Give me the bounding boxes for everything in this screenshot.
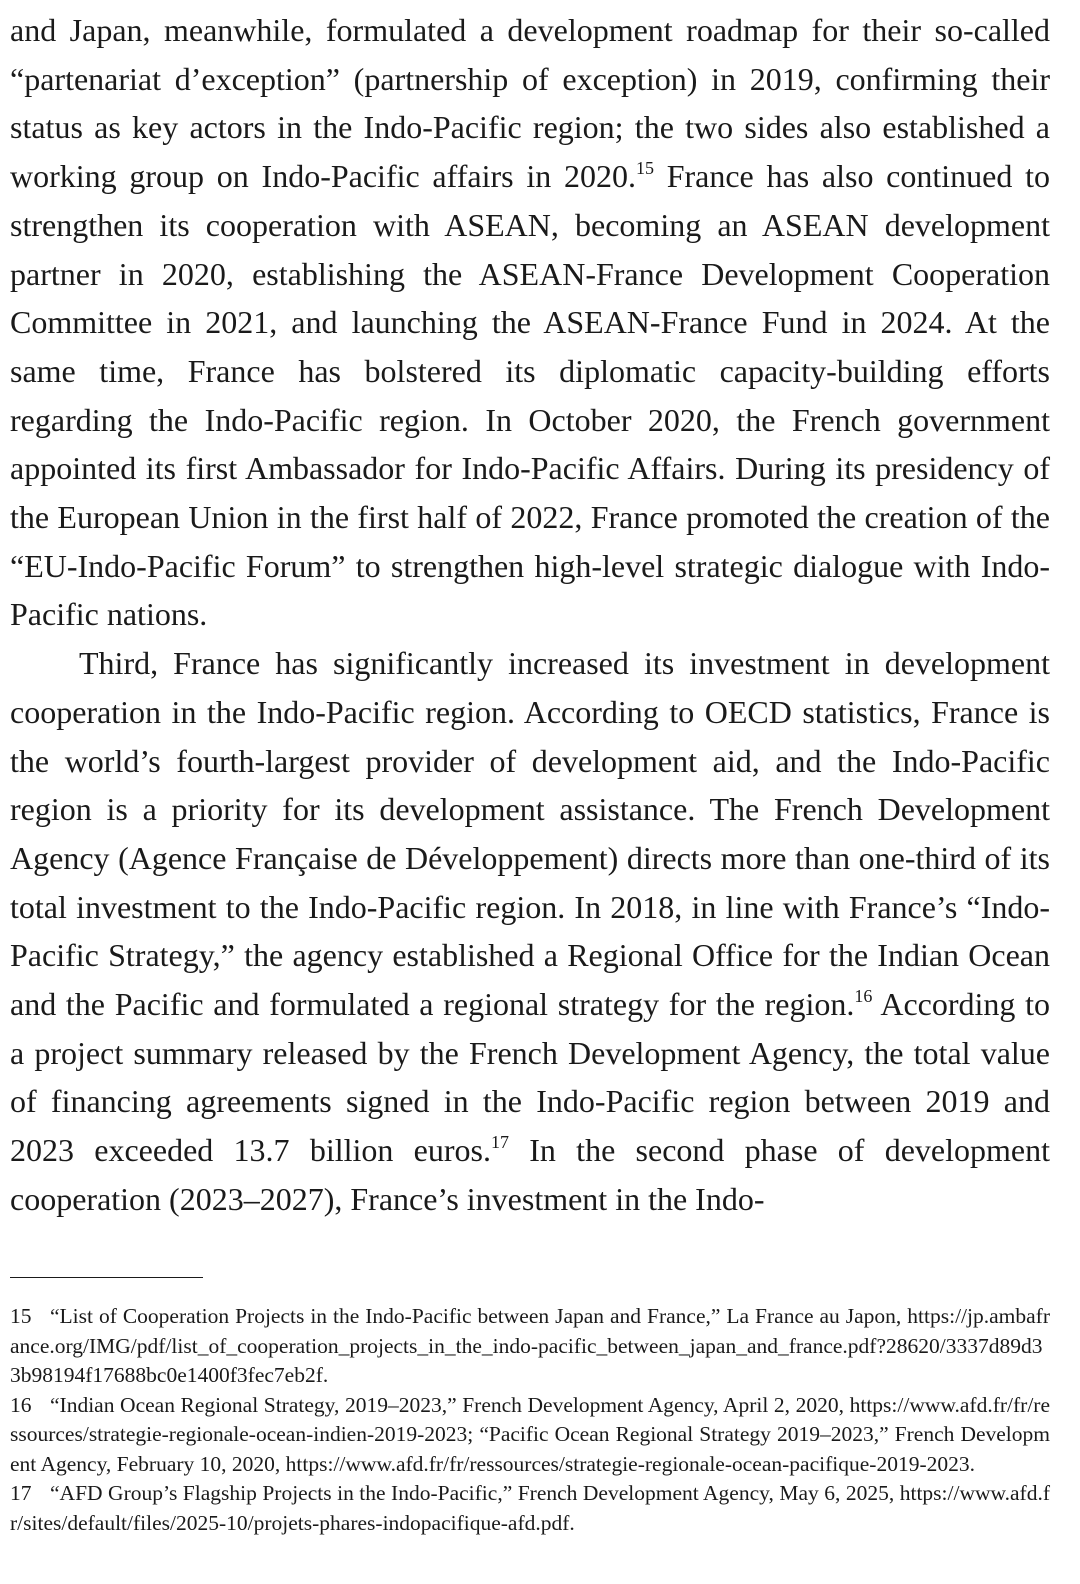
footnote-divider [10, 1277, 203, 1278]
footnote-number: 17 [10, 1481, 32, 1505]
footnote-17 [10, 1479, 1050, 1538]
paragraph-text: Third, France has significantly increased its investment in development cooperation in the Indo-Pacific region. According to OECD statistics, France is the world’s fourth-largest provider of development aid, and the Indo-Pacific region is a priority for its development assistance. The French Development Agency (Agence Française de Développement) directs more than one-third of its total investment to the Indo-Pacific region. In 2018, in line with France’s “Indo-Pacific Strategy,” the agency established a Regional Office for the Indian Ocean and the Pacific and formulated a regional strategy for the region. [10, 645, 1050, 1023]
footnote-number: 15 [10, 1304, 32, 1328]
footnote-text[interactable]: “Indian Ocean Regional Strategy, 2019–2023,” French Development Agency, April 2, 2020, https://www.afd.fr/fr/ressources/strategie-regionale-ocean-indien-2019-2023; “Pacific Ocean Regional Strategy 2019–2023,” French Development Agency, February 10, 2020, https://www.afd.fr/fr/ressources/strategie-regionale-ocean-pacifique-2019-2023. [10, 1392, 1050, 1476]
body-paragraph-third-point [10, 639, 1050, 1223]
paragraph-text: In the second phase of development cooperation (2023–2027), France’s investment in the Indo- [10, 1132, 1051, 1217]
document-page [10, 6, 1050, 1224]
paragraph-text: and Japan, meanwhile, formulated a development roadmap for their so-called “partenariat d’exception” (partnership of exception) in 2019, confirming their status as key actors in the Indo-Pacific region; the two sides also established a working group on Indo-Pacific affairs in 2020. [10, 12, 1050, 195]
footnotes-section [10, 1302, 1050, 1538]
footnote-text[interactable]: “List of Cooperation Projects in the Indo-Pacific between Japan and France,” La France au Japon, https://jp.ambafrance.org/IMG/pdf/list_of_cooperation_projects_in_the_indo-pacific_between_japan_and_france.pdf?28620/3337d89d33b98194f17688bc0e1400f3fec7eb2f. [10, 1304, 1050, 1387]
footnote-16 [10, 1391, 1050, 1480]
footnote-15 [10, 1302, 1050, 1391]
footnote-number: 16 [10, 1392, 32, 1417]
paragraph-text: France has also continued to strengthen its cooperation with ASEAN, becoming an ASEAN development partner in 2020, establishing the ASEAN-France Development Cooperation Committee in 2021, and launching the ASEAN-France Fund in 2024. At the same time, France has bolstered its diplomatic capacity-building efforts regarding the Indo-Pacific region. In October 2020, the French government appointed its first Ambassador for Indo-Pacific Affairs. During its presidency of the European Union in the first half of 2022, France promoted the creation of the “EU-Indo-Pacific Forum” to strengthen high-level strategic dialogue with Indo-Pacific nations. [10, 158, 1051, 633]
body-paragraph-continued [10, 6, 1050, 639]
paragraph-text: According to a project summary released by the French Development Agency, the total value of financing agreements signed in the Indo-Pacific region between 2019 and 2023 exceeded 13.7 billion euros. [10, 986, 1051, 1169]
footnote-reference-16[interactable]: 16 [854, 986, 873, 1007]
footnote-reference-17[interactable]: 17 [490, 1132, 509, 1153]
footnote-text[interactable]: “AFD Group’s Flagship Projects in the Indo-Pacific,” French Development Agency, May 6, 2025, https://www.afd.fr/sites/default/files/2025-10/projets-phares-indopacifique-afd.pdf. [10, 1481, 1050, 1535]
footnote-reference-15[interactable]: 15 [635, 158, 654, 179]
